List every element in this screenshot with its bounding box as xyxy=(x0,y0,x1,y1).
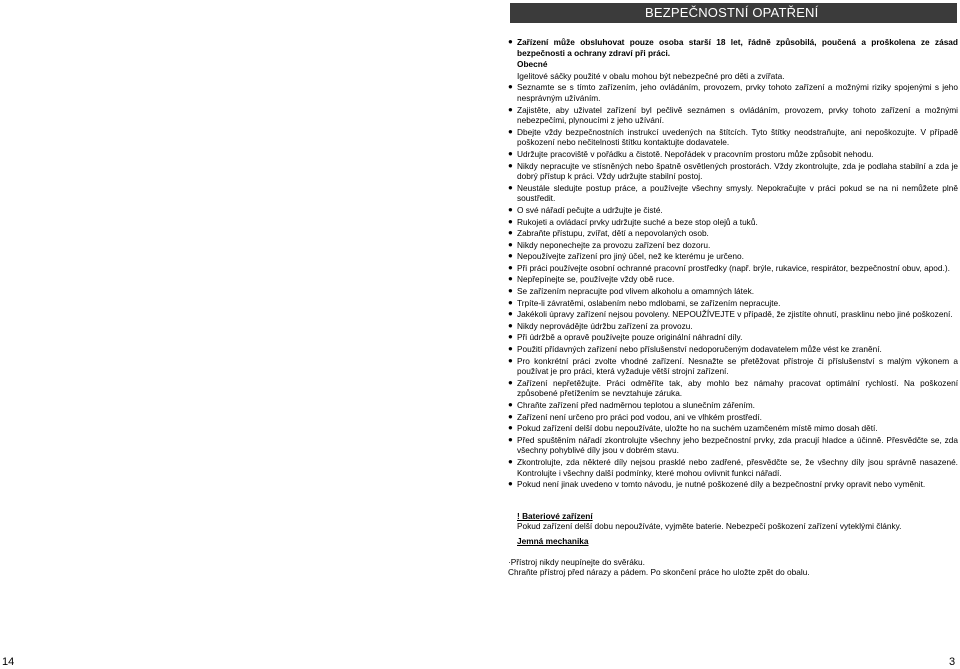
bullet-icon: ● xyxy=(508,400,513,409)
list-item-text: Se zařízením nepracujte pod vlivem alkoholu a omamných látek. xyxy=(517,286,755,297)
list-item xyxy=(508,183,958,204)
list-item-text: Seznamte se s tímto zařízením, jeho ovládáním, provozem, prvky tohoto zařízení a možnými riziky spojenými s jeho nesprávným užíváním. xyxy=(517,82,958,103)
list-item xyxy=(508,479,958,490)
mechanics-line-1: ·Přístroj nikdy neupínejte do svěráku. xyxy=(508,556,645,567)
bullet-icon: ● xyxy=(508,274,513,284)
bullet-icon: ● xyxy=(508,355,513,365)
general-heading: Obecné xyxy=(517,59,548,70)
list-item xyxy=(508,412,958,423)
list-item-text: Nikdy neponechejte za provozu zařízení bez dozoru. xyxy=(517,239,711,250)
bullet-icon: ● xyxy=(508,456,513,466)
list-item xyxy=(508,149,958,160)
list-item xyxy=(508,286,958,297)
bullet-icon: ● xyxy=(508,262,513,272)
bullet-icon: ● xyxy=(508,37,513,46)
spacer xyxy=(508,547,958,557)
list-item-text: Chraňte zařízení před nadměrnou teplotou a slunečním zářením. xyxy=(517,400,755,410)
bullet-icon: ● xyxy=(508,160,513,170)
list-item xyxy=(508,263,958,274)
bullet-icon: ● xyxy=(508,411,513,421)
list-item xyxy=(508,332,958,343)
list-item-text: O své nářadí pečujte a udržujte je čisté. xyxy=(517,204,663,215)
list-item-text: Jakékoli úpravy zařízení nejsou povoleny. NEPOUŽÍVEJTE v případě, že zjistíte ohnutí, prasklinu nebo jiné poškození. xyxy=(517,309,953,320)
list-item-text: Pro konkrétní práci zvolte vhodné zařízení. Nesnažte se přetěžovat přístroje či příslušenství s malým výkonem a používat je pro práci, která vyžaduje větší strojní zařízení. xyxy=(517,355,958,377)
battery-heading: ! Bateriové zařízení xyxy=(517,510,593,521)
list-item xyxy=(508,251,958,262)
list-item-text: Zařízení nepřetěžujte. Práci odměříte tak, aby mohlo bez námahy pracovat optimální rychlostí. Na poškození způsobené přetížením se nevztahuje záruka. xyxy=(517,377,958,399)
list-item xyxy=(508,423,958,434)
battery-text: Pokud zařízení delší dobu nepoužíváte, vyjměte baterie. Nebezpečí poškození zařízení vyteklými články. xyxy=(517,521,902,532)
bullet-icon: ● xyxy=(508,332,513,342)
list-item-text: Zkontrolujte, zda některé díly nejsou prasklé nebo zadřené, přesvědčte se, že všechny díly jsou správně nasazené. Kontrolujte i všechny další podmínky, které mohou ovlivnit funkci nářadí. xyxy=(517,456,958,478)
list-item xyxy=(508,457,958,478)
list-item-text: Zajistěte, aby uživatel zařízení byl pečlivě seznámen s ovládáním, provozem, prvky tohoto zařízení a možnými nebezpečími, plynoucími z jeho užívání. xyxy=(517,104,958,126)
list-item-text: Trpíte-li závratěmi, oslabením nebo mdlobami, se zařízením nepracujte. xyxy=(517,297,781,308)
safety-content xyxy=(508,37,958,578)
list-item xyxy=(508,309,958,320)
bullet-icon: ● xyxy=(508,286,513,296)
list-item xyxy=(508,205,958,216)
mechanics-heading: Jemná mechanika xyxy=(517,535,589,546)
intro-list xyxy=(508,37,958,58)
list-item xyxy=(508,400,958,411)
bullet-icon: ● xyxy=(508,82,513,92)
list-item xyxy=(508,321,958,332)
header-bar xyxy=(510,3,957,23)
list-item-text: Rukojeti a ovládací prvky udržujte suché a beze stop olejů a tuků. xyxy=(517,216,758,227)
list-item xyxy=(508,356,958,377)
list-item xyxy=(508,161,958,182)
list-item-text: Nepřepínejte se, používejte vždy obě ruce. xyxy=(517,274,675,285)
list-item-text: Udržujte pracoviště v pořádku a čistotě. Nepořádek v pracovním prostoru může způsobit nehodu. xyxy=(517,148,874,159)
bullet-icon: ● xyxy=(508,182,513,192)
list-item xyxy=(508,298,958,309)
bullet-icon: ● xyxy=(508,377,513,387)
list-item-text: Nikdy nepracujte ve stísněných nebo špatně osvětlených prostorách. Vždy zkontrolujte, zda je podlaha stabilní a zda je dobrý přístup k práci. Vždy udržujte stabilní postoj. xyxy=(517,160,958,182)
spacer xyxy=(508,491,958,505)
list-item xyxy=(508,217,958,228)
list-item xyxy=(508,37,958,58)
list-item xyxy=(508,378,958,399)
list-item-text: Při údržbě a opravě používejte pouze originální náhradní díly. xyxy=(517,332,743,343)
list-item xyxy=(508,344,958,355)
list-item xyxy=(508,274,958,285)
bullet-icon: ● xyxy=(508,434,513,444)
bullet-icon: ● xyxy=(508,320,513,330)
page-title: BEZPEČNOSTNÍ OPATŘENÍ xyxy=(645,5,819,20)
list-item-text: Při práci používejte osobní ochranné pracovní prostředky (např. brýle, rukavice, respirátor, bezpečnostní obuv, apod.). xyxy=(517,262,950,273)
bullet-icon: ● xyxy=(508,423,513,433)
list-item xyxy=(508,82,958,103)
list-item-text: Neustále sledujte postup práce, a používejte všechny smysly. Nepokračujte v práci pokud se na ni nemůžete plně soustředit. xyxy=(517,182,958,204)
general-line: Igelitové sáčky použité v obalu mohou být nebezpečné pro děti a zvířata. xyxy=(517,70,785,81)
bullet-icon: ● xyxy=(508,148,513,158)
list-item-text: Nikdy neprovádějte údržbu zařízení za provozu. xyxy=(517,320,693,331)
intro-text: Zařízení může obsluhovat pouze osoba starší 18 let, řádně způsobilá, poučená a proškolena ze zásad bezpečnosti a ochrany zdraví při práci. xyxy=(517,37,958,58)
list-item xyxy=(508,240,958,251)
list-item-text: Pokud není jinak uvedeno v tomto návodu, je nutné poškozené díly a bezpečnostní prvky opravit nebo vyměnit. xyxy=(517,479,926,490)
bullet-icon: ● xyxy=(508,309,513,319)
bullet-icon: ● xyxy=(508,104,513,114)
list-item xyxy=(508,435,958,456)
bullet-icon: ● xyxy=(508,126,513,136)
bullet-icon: ● xyxy=(508,204,513,214)
list-item-text: Zařízení není určeno pro práci pod vodou, ani ve vlhkém prostředí. xyxy=(517,411,762,422)
list-item-text: Zabraňte přístupu, zvířat, dětí a nepovolaných osob. xyxy=(517,228,709,239)
list-item-text: Před spuštěním nářadí zkontrolujte všechny jeho bezpečnostní prvky, zda pracují hladce a účinně. Přesvědčte se, zda všechny pohyblivé díly jsou v dobrém stavu. xyxy=(517,434,958,456)
bullet-icon: ● xyxy=(508,239,513,249)
bullet-icon: ● xyxy=(508,216,513,226)
list-item-text: Nepoužívejte zařízení pro jiný účel, než ke kterému je určeno. xyxy=(517,251,744,262)
bullet-icon: ● xyxy=(508,344,513,354)
bullet-icon: ● xyxy=(508,228,513,238)
bullet-icon: ● xyxy=(508,297,513,307)
bullet-icon: ● xyxy=(508,479,513,489)
list-item-text: Dbejte vždy bezpečnostních instrukcí uvedených na štítcích. Tyto štítky neodstraňujte, ani nepoškozujte. V případě poškození nebo nečitelnosti štítku kontaktujte dodavatele. xyxy=(517,126,958,148)
list-item xyxy=(508,127,958,148)
page-number-right: 3 xyxy=(949,656,956,668)
list-item xyxy=(508,228,958,239)
bullet-icon: ● xyxy=(508,251,513,261)
page-number-left: 14 xyxy=(2,656,15,668)
list-item-text: Použití přídavných zařízení nebo příslušenství nedoporučeným dodavatelem může vést ke zranění. xyxy=(517,344,882,355)
mechanics-line-2: Chraňte přístroj před nárazy a pádem. Po skončení práce ho uložte zpět do obalu. xyxy=(508,567,810,578)
safety-list xyxy=(508,82,958,489)
list-item xyxy=(508,105,958,126)
list-item-text: Pokud zařízení delší dobu nepoužíváte, uložte ho na suchém uzamčeném místě mimo dosah dětí. xyxy=(517,423,878,434)
